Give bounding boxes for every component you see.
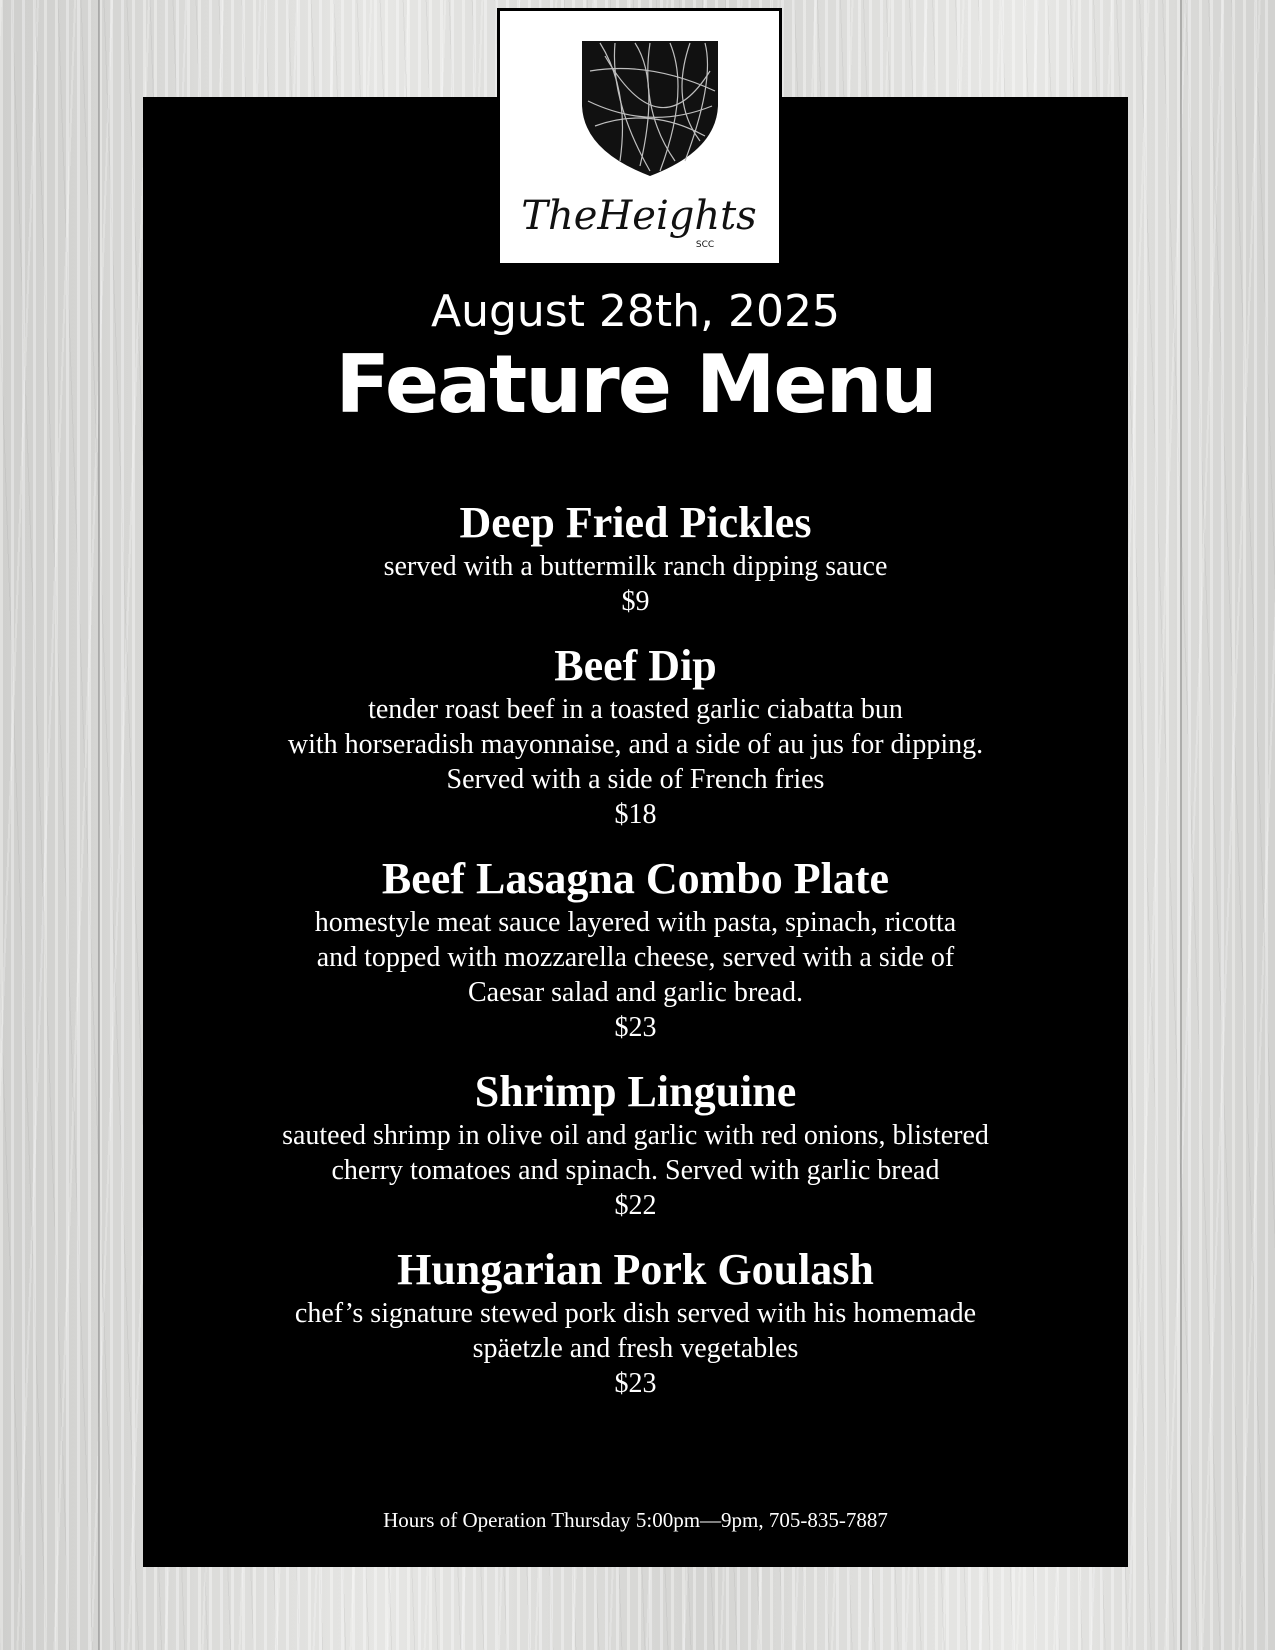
menu-item-description: homestyle meat sauce layered with pasta, spinach, ricotta bbox=[314, 907, 957, 938]
menu-item bbox=[143, 497, 1128, 619]
menu-item bbox=[143, 853, 1128, 1045]
menu-item-description: with horseradish mayonnaise, and a side of au jus for dipping. bbox=[287, 729, 984, 760]
menu-date: August 28th, 2025 bbox=[430, 286, 841, 337]
menu-item-price: $18 bbox=[614, 799, 657, 830]
menu-item-description: served with a buttermilk ranch dipping sauce bbox=[383, 551, 888, 582]
shield-logo-icon bbox=[500, 11, 779, 263]
menu-item-description: sauteed shrimp in olive oil and garlic with red onions, blistered bbox=[282, 1120, 989, 1151]
menu-item-description: Caesar salad and garlic bread. bbox=[467, 977, 804, 1008]
hours-footer: Hours of Operation Thursday 5:00pm—9pm, 705-835-7887 bbox=[383, 1508, 888, 1532]
menu-item-name: Beef Lasagna Combo Plate bbox=[381, 854, 890, 903]
menu-item bbox=[143, 640, 1128, 832]
menu-item-description: tender roast beef in a toasted garlic ciabatta bun bbox=[368, 694, 903, 725]
menu-item-description: cherry tomatoes and spinach. Served with garlic bread bbox=[331, 1155, 940, 1186]
menu-item-name: Shrimp Linguine bbox=[474, 1067, 797, 1116]
logo bbox=[497, 8, 782, 266]
menu-item-description: chef’s signature stewed pork dish served with his homemade bbox=[294, 1298, 977, 1329]
menu-item-name: Deep Fried Pickles bbox=[459, 498, 812, 547]
menu-item-price: $23 bbox=[614, 1368, 657, 1399]
menu-item-name: Hungarian Pork Goulash bbox=[397, 1245, 874, 1294]
page-title: Feature Menu bbox=[335, 338, 936, 431]
menu-item bbox=[143, 1066, 1128, 1223]
menu-item bbox=[143, 1244, 1128, 1401]
menu-items bbox=[143, 497, 1128, 1422]
menu-item-description: and topped with mozzarella cheese, served with a side of bbox=[316, 942, 955, 973]
menu-item-description: späetzle and fresh vegetables bbox=[472, 1333, 799, 1364]
menu-item-description: Served with a side of French fries bbox=[446, 764, 825, 795]
menu-item-price: $9 bbox=[621, 586, 650, 617]
menu-item-price: $23 bbox=[614, 1012, 657, 1043]
wood-seam bbox=[98, 0, 100, 1650]
menu-item-name: Beef Dip bbox=[554, 641, 717, 690]
logo-subtext: SCC bbox=[695, 240, 715, 250]
menu-item-price: $22 bbox=[614, 1190, 657, 1221]
wood-seam bbox=[1180, 0, 1182, 1650]
logo-wordmark: TheHeights bbox=[521, 193, 757, 239]
